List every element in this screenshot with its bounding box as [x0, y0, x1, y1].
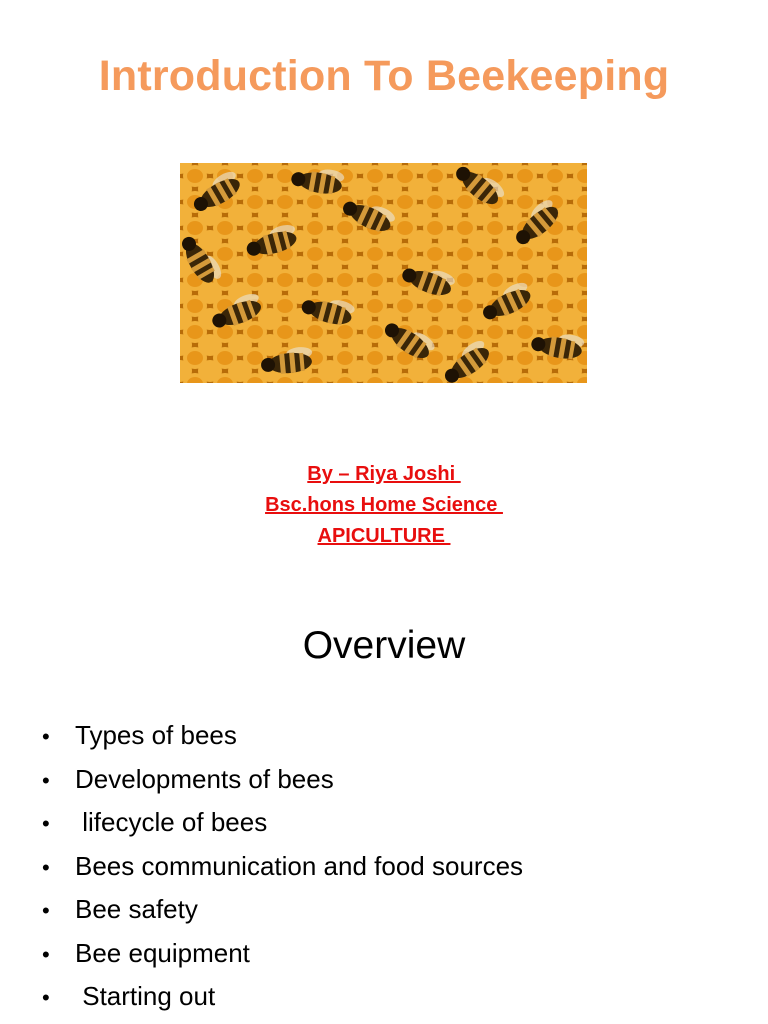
byline-degree[interactable]: Bsc.hons Home Science: [265, 494, 503, 516]
author-byline: [0, 459, 768, 552]
overview-list: [42, 714, 523, 1019]
list-item: [42, 888, 523, 932]
list-item-text: lifecycle of bees: [75, 807, 268, 837]
byline-subject[interactable]: APICULTURE: [317, 525, 451, 547]
list-item-text: Developments of bees: [75, 763, 334, 794]
overview-heading: Overview: [302, 624, 466, 667]
bullet-icon: •: [42, 854, 50, 880]
list-item: [42, 714, 523, 758]
list-item-text: Starting out: [75, 981, 216, 1011]
list-item: [42, 845, 523, 889]
bullet-icon: •: [42, 724, 50, 749]
bullet-icon: •: [42, 985, 50, 1010]
list-item: [42, 801, 523, 845]
list-item-text: Bee equipment: [75, 937, 250, 968]
bullet-icon: •: [42, 941, 50, 967]
honeycomb-bees-image: [180, 163, 587, 383]
list-item: [42, 932, 523, 976]
list-item: [42, 758, 523, 802]
bullet-icon: •: [42, 811, 50, 836]
list-item-text: Types of bees: [75, 720, 237, 750]
list-item-text: Bees communication and food sources: [75, 850, 524, 881]
byline-author[interactable]: By – Riya Joshi: [307, 463, 461, 485]
list-item: [42, 975, 523, 1019]
slide-title: Introduction To Beekeeping: [98, 52, 670, 100]
bullet-icon: •: [42, 767, 50, 793]
bullet-icon: •: [42, 898, 50, 923]
list-item-text: Bee safety: [75, 894, 198, 924]
